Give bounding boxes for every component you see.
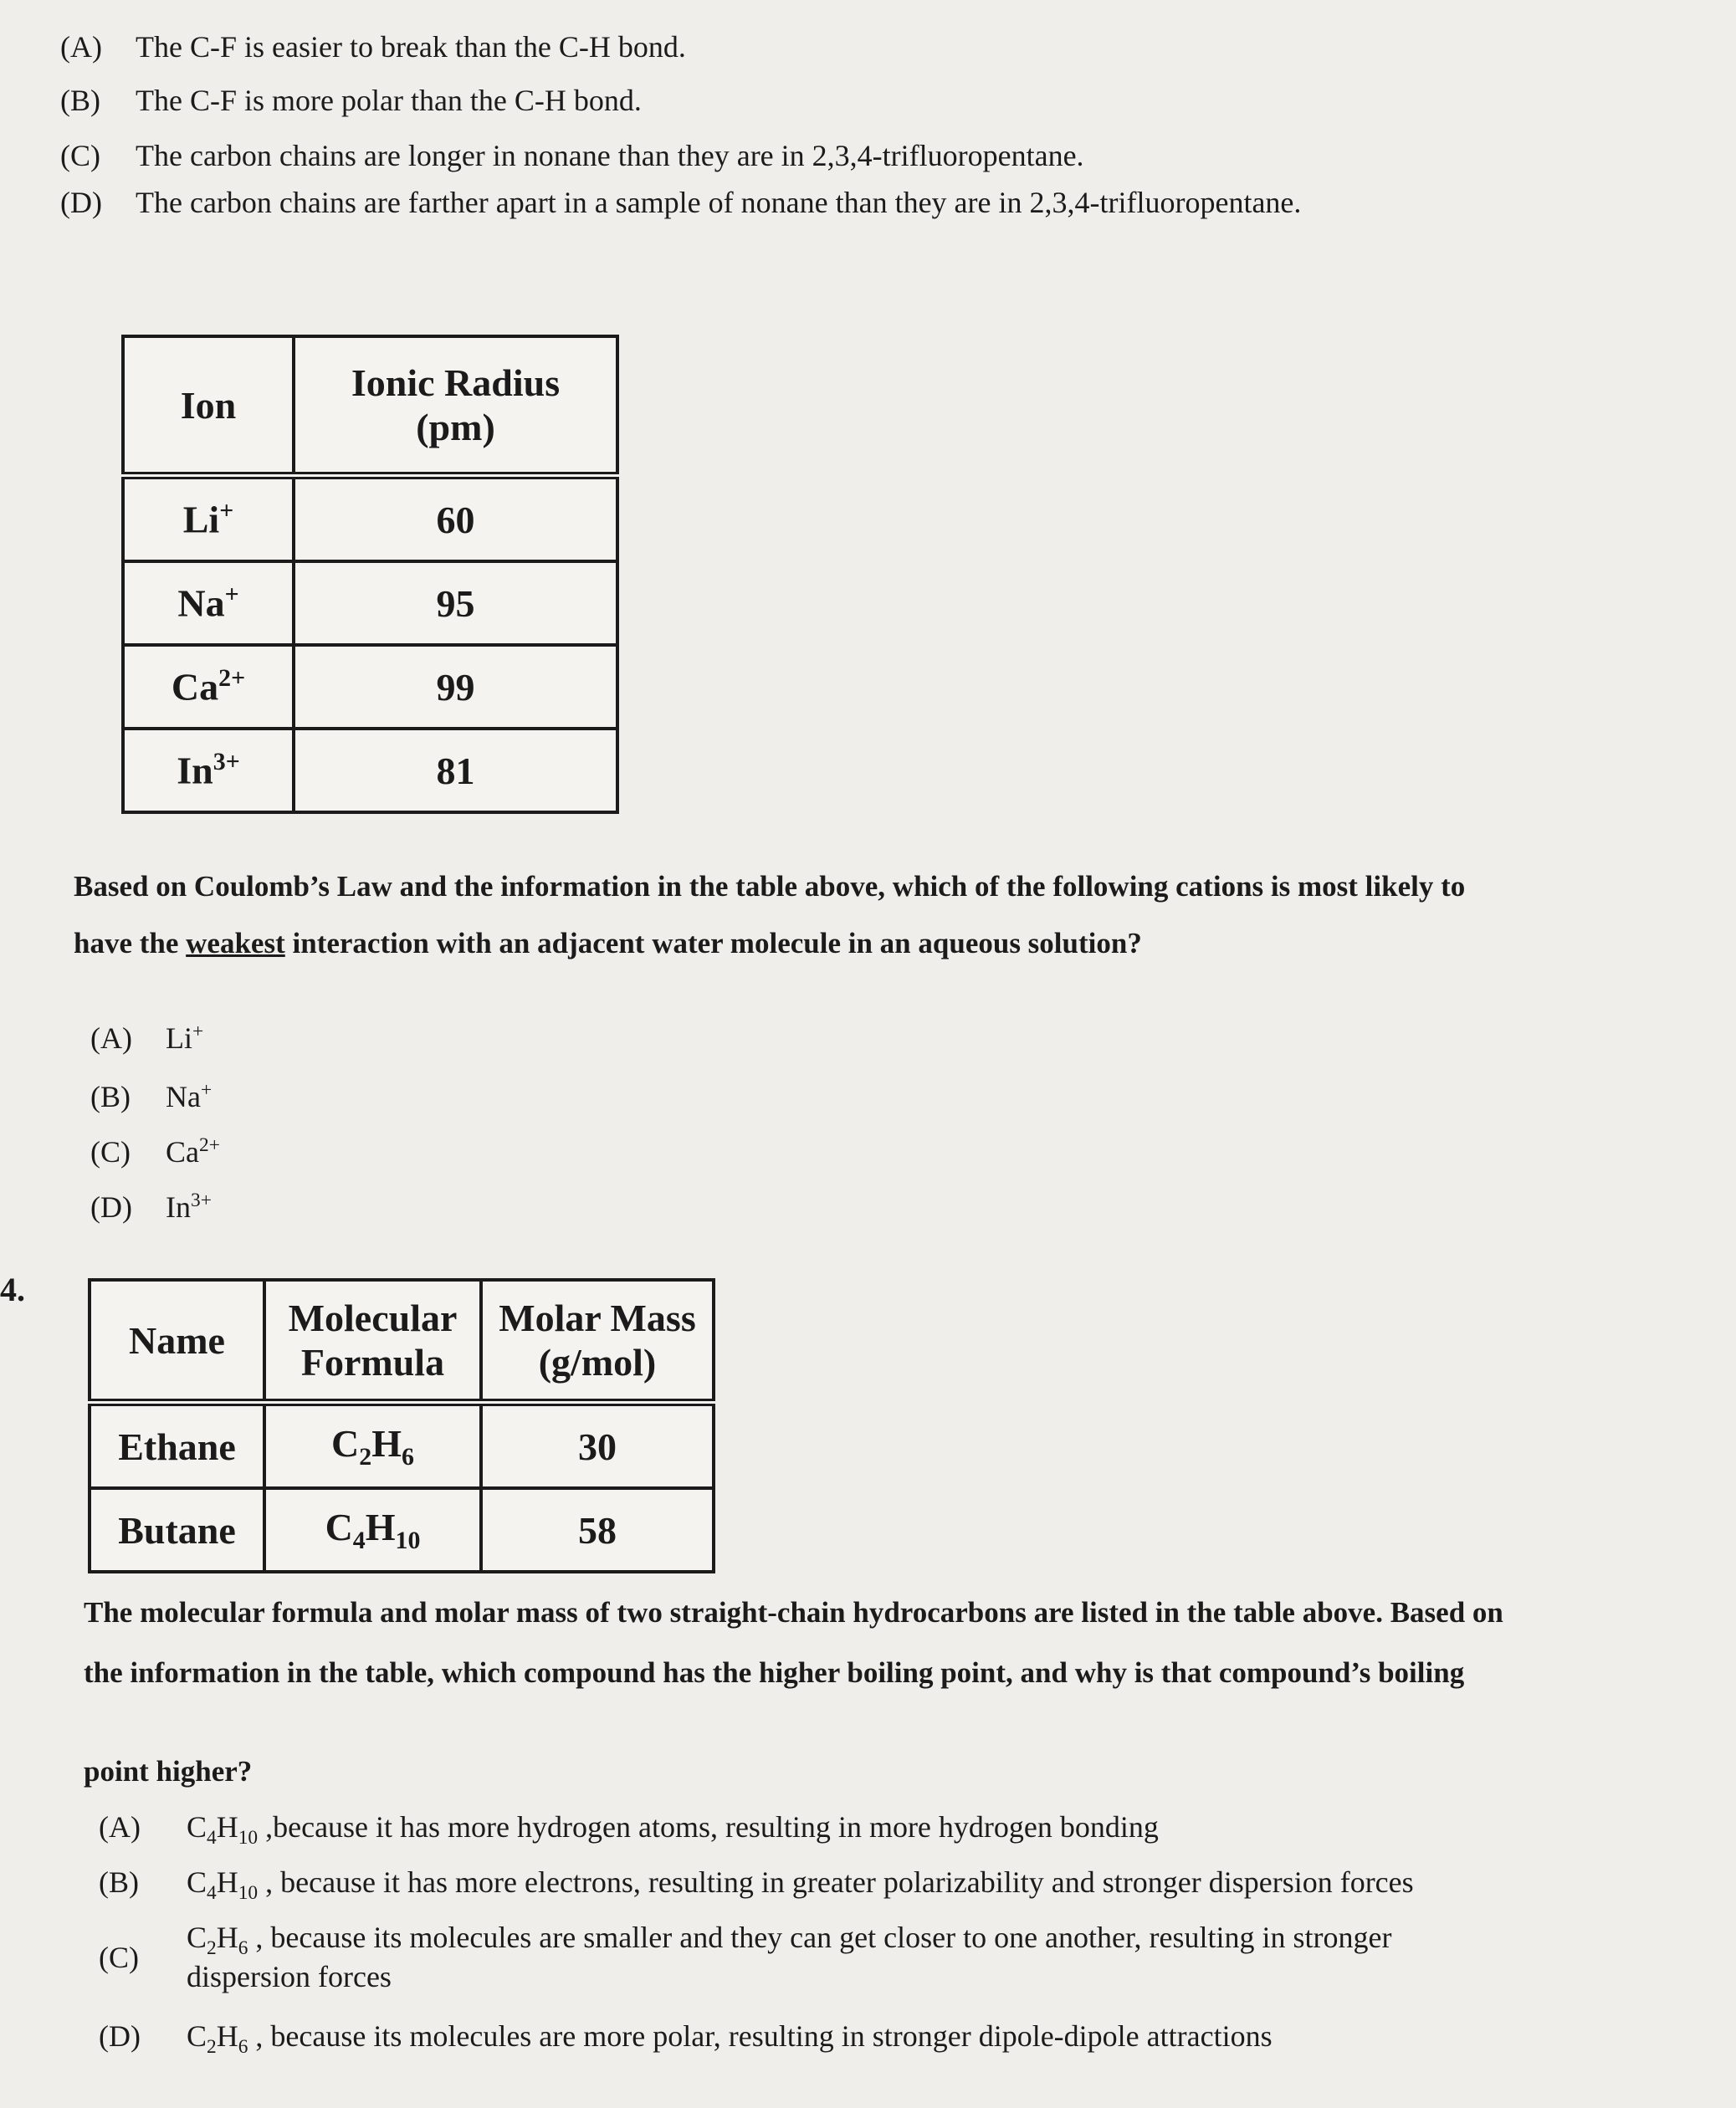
q3-option-c[interactable]: (C) $Ca^{2+}$ xyxy=(90,1134,220,1169)
q3-stem-line1: Based on Coulomb’s Law and the information in the table above, which of the following cations is most likely to xyxy=(74,870,1466,903)
prev-option-a: (A) The C-F is easier to break than the C-H bond. xyxy=(60,30,686,64)
q3-option-a[interactable]: (A) Li+ xyxy=(90,1021,204,1055)
table-row xyxy=(123,645,617,729)
ion-cell: Li+ xyxy=(123,476,294,562)
q4-option-d[interactable]: (D) $C_2H_6$ , because its molecules are more polar, resulting in stronger dipole-dipole attractions xyxy=(99,2019,1273,2059)
table-row xyxy=(123,561,617,645)
prev-option-d: (D) The carbon chains are farther apart in a sample of nonane than they are in 2,3,4-trifluoropentane. xyxy=(60,186,1302,219)
ion-cell: $Ca^{2+}$ xyxy=(123,645,294,729)
table-row xyxy=(90,1403,714,1489)
name-cell: Butane xyxy=(90,1488,264,1572)
table-row xyxy=(123,476,617,562)
ion-header: Ion xyxy=(123,336,294,476)
question-number: 4. xyxy=(0,1271,25,1308)
radius-cell: 99 xyxy=(294,645,617,729)
q3-option-d[interactable]: (D) $In^{3+}$ xyxy=(90,1190,212,1224)
hydrocarbon-table xyxy=(88,1278,715,1573)
ion-table-header xyxy=(123,336,617,476)
radius-cell: 81 xyxy=(294,729,617,812)
ion-cell: $In^{3+}$ xyxy=(123,729,294,812)
mass-header: Molar Mass (g/mol) xyxy=(481,1280,714,1403)
table-row xyxy=(90,1488,714,1572)
hydrocarbon-table-header xyxy=(90,1280,714,1403)
radius-header: Ionic Radius (pm) xyxy=(294,336,617,476)
q4-stem-line3: point higher? xyxy=(84,1755,253,1788)
q3-option-b[interactable]: (B) Na+ xyxy=(90,1079,213,1113)
q4-option-c[interactable]: (C) $C_2H_6$ , because its molecules are smaller and they can get closer to one another, resulting in stronger dispersion forces xyxy=(99,1921,1392,1994)
ion-cell: Na+ xyxy=(123,561,294,645)
formula-header: Molecular Formula xyxy=(264,1280,481,1403)
q4-option-b[interactable]: (B) $C_4H_{10}$ , because it has more electrons, resulting in greater polarizability and stronger dispersion forces xyxy=(99,1865,1414,1905)
ionic-radius-table xyxy=(121,335,619,814)
mass-cell: 58 xyxy=(481,1488,714,1572)
q4-option-a[interactable]: (A) $C_4H_{10}$ ,because it has more hydrogen atoms, resulting in more hydrogen bonding xyxy=(99,1810,1159,1850)
q4-stem-line2: the information in the table, which compound has the higher boiling point, and why is that compound’s boiling xyxy=(84,1656,1465,1689)
q3-stem-line2: have the weakest interaction with an adjacent water molecule in an aqueous solution? xyxy=(74,927,1142,959)
formula-cell: $C_4H_{10}$ xyxy=(264,1488,481,1572)
name-cell: Ethane xyxy=(90,1403,264,1489)
radius-cell: 95 xyxy=(294,561,617,645)
table-row xyxy=(123,729,617,812)
prev-option-b: (B) The C-F is more polar than the C-H bond. xyxy=(60,84,642,117)
mass-cell: 30 xyxy=(481,1403,714,1489)
prev-option-c: (C) The carbon chains are longer in nonane than they are in 2,3,4-trifluoropentane. xyxy=(60,139,1084,172)
name-header: Name xyxy=(90,1280,264,1403)
radius-cell: 60 xyxy=(294,476,617,562)
formula-cell: $C_2H_6$ xyxy=(264,1403,481,1489)
q4-stem-line1: The molecular formula and molar mass of two straight-chain hydrocarbons are listed in the table above. Based on xyxy=(84,1596,1503,1629)
